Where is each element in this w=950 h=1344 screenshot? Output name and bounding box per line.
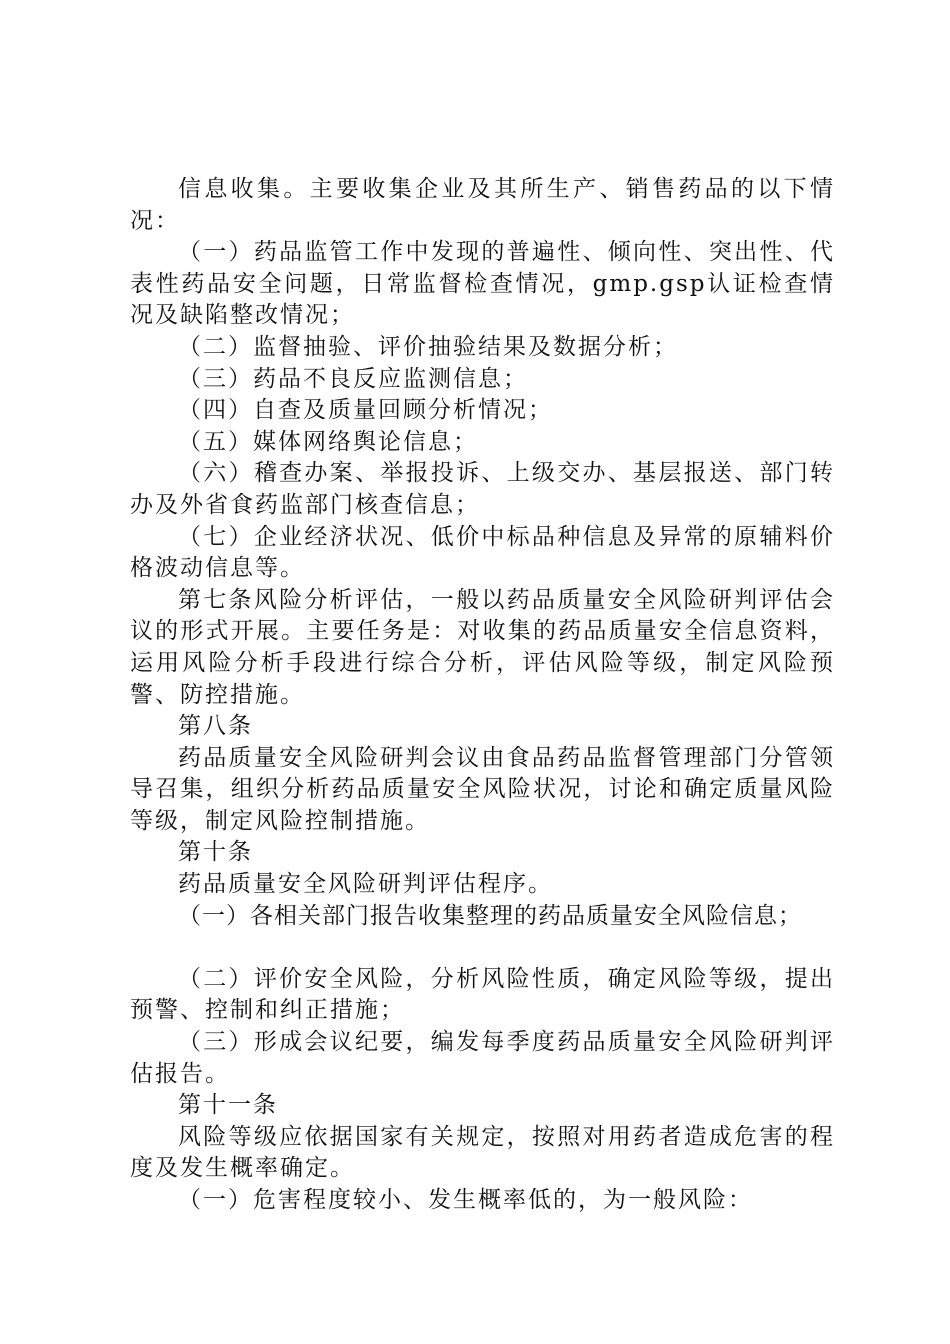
paragraph-article-7: 第七条风险分析评估，一般以药品质量安全风险研判评估会议的形式开展。主要任务是：对收集的药品质量安全信息资料，运用风险分析手段进行综合分析，评估风险等级，制定风险预警、防控措施。 (130, 586, 835, 708)
paragraph-article-8-body: 药品质量安全风险研判会议由食品药品监督管理部门分管领导召集，组织分析药品质量安全风险状况，讨论和确定质量风险等级，制定风险控制措施。 (130, 744, 835, 834)
heading-article-10: 第十条 (178, 839, 253, 866)
paragraph-item-2: （二）监督抽验、评价抽验结果及数据分析； (178, 333, 678, 360)
paragraph-info-collection: 信息收集。主要收集企业及其所生产、销售药品的以下情况： (130, 176, 835, 234)
paragraph-article-11-body: 风险等级应依据国家有关规定，按照对用药者造成危害的程度及发生概率确定。 (130, 1123, 835, 1182)
paragraph-risk-level-1: （一）危害程度较小、发生概率低的，为一般风险： (178, 1187, 753, 1213)
paragraph-item-3: （三）药品不良反应监测信息； (178, 365, 528, 392)
document-body (130, 174, 835, 1217)
blank-line (130, 932, 835, 964)
paragraph-procedure-1: （一）各相关部门报告收集整理的药品质量安全风险信息； (178, 902, 802, 929)
paragraph-item-4: （四）自查及质量回顾分析情况； (178, 397, 553, 424)
paragraph-procedure-3: （三）形成会议纪要，编发每季度药品质量安全风险研判评估报告。 (130, 1029, 835, 1087)
paragraph-item-5: （五）媒体网络舆论信息； (178, 428, 478, 455)
paragraph-procedure-2: （二）评价安全风险，分析风险性质，确定风险等级，提出预警、控制和纠正措施； (130, 965, 835, 1024)
paragraph-item-7: （七）企业经济状况、低价中标品种信息及异常的原辅料价格波动信息等。 (130, 523, 835, 582)
paragraph-item-1: （一）药品监管工作中发现的普遍性、倾向性、突出性、代表性药品安全问题，日常监督检查情况，gmp.gsp认证检查情况及缺陷整改情况； (130, 239, 835, 329)
heading-article-8: 第八条 (178, 713, 253, 740)
paragraph-item-6: （六）稽查办案、举报投诉、上级交办、基层报送、部门转办及外省食药监部门核查信息； (130, 460, 835, 518)
paragraph-article-10-intro: 药品质量安全风险研判评估程序。 (178, 871, 553, 898)
heading-article-11: 第十一条 (178, 1092, 278, 1119)
